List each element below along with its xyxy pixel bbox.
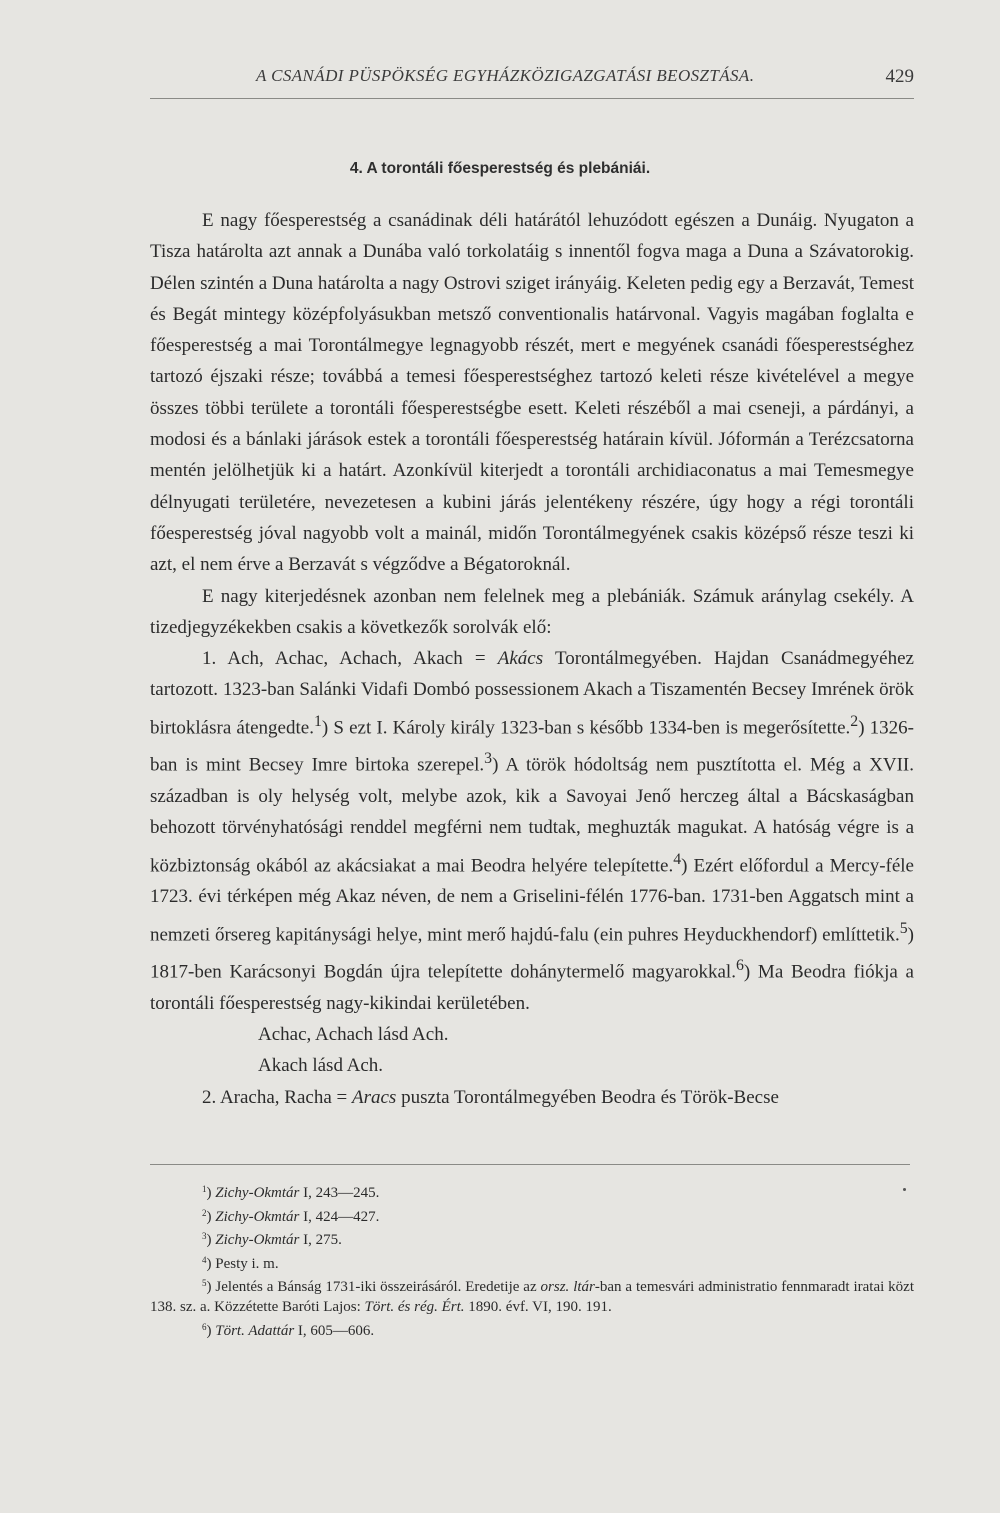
body-text [150,205,914,1113]
footnotes [150,1180,914,1341]
footnote-ref-text: I, 424—427. [299,1208,380,1225]
footnote-text: Jelentés a Bánság 1731-iki összeirásáról. Eredetije az [211,1279,541,1296]
footnote-mark: 2 [202,1207,207,1218]
footnote-source: Zichy-Okmtár [215,1232,300,1249]
footnote-4: $^4$) Pesty i. m. [202,1254,279,1272]
entry-text: ) 1326-ban is mint Becsey Imre birtoka szerepel. [150,717,914,776]
paragraph-intro: E nagy főesperestség a csanádinak déli határától lehuzódott egészen a Dunáig. Nyugaton a Tisza határolta azt annak a Dunába való torkolatáig s innentől fogva maga a Duna a Szávatorokig. Délen szintén a Duna határolta a nagy Ostrovi sziget irányáig. Keleten pedig egy a Berzavát, Temest és Begát mintegy középfolyásukban metsző conventionalis határvonal. Vagyis magában foglalta e főesperestség a mai Torontálmegye legnagyobb részét, mert e megyének csanádi főesperestséghez tartozó éjszaki része; továbbá a temesi főesperestséghez tartozó keleti része kivételével a megye összes többi területe a torontáli főesperestségbe esett. Keleti részéből a mai cseneji, a párdányi, a modosi és a bánlaki járások estek a torontáli főesperestség határain kívül. Jóformán a Terézcsatorna mentén jelölhetjük ki a határt. Azonkívül kiterjedt a torontáli archidiaconatus a mai Temesmegye délnyugati területére, nevezetesen a kubini járás jelentékeny részére, úgy hogy a régi torontáli főesperestség jóval nagyobb volt a mainál, midőn Torontálmegyének csakis középső része teszi ki azt, el nem érve a Berzavát s végződve a Bégatoroknál. [150,210,914,576]
entry-text: Torontálmegyében. Hajdan Csanádmegyéhez tartozott. 1323-ban Salánki Vidafi Dombó possessionem Akach a Tiszamentén Becsey Imrének örök birtoklásra átengedte. [150,648,914,739]
footnote-text: 1890. évf. VI, 190. 191. [464,1298,612,1315]
footnote-source: Tört. Adattár [215,1322,295,1339]
entry-term: Aracs [352,1086,397,1108]
entry-text: ) A török hódoltság nem pusztította el. Még a XVII. században is oly helység volt, melybe azok, kik a Savoyai Jenő herczeg által a Bácskaságban behozott törvényhatósági renddel megférni nem tudtak, meghuzták magukat. A hatóság végre is a közbiztonság okából az akácsiakat a mai Beodra helyére telepítette. [150,754,914,876]
footnote-ref: 4 [673,850,682,868]
footnote-ref: 2 [850,712,859,730]
section-heading: 4. A torontáli főesperestség és plebániái. [349,160,651,177]
cross-reference: Akach lásd Ach. [258,1055,384,1077]
footnote-ref: 6 [735,957,744,975]
footnote-1: $^1$) Zichy-Okmtár I, 243—245. [202,1184,380,1201]
running-header [150,64,914,99]
footnote-mark: 1 [202,1184,207,1194]
entry-text: 2. Aracha, Racha = [202,1086,352,1108]
footnote-ref-text: I, 243—245. [299,1185,380,1201]
footnote-ref: 5 [899,919,908,937]
footnote-source: Zichy-Okmtár [215,1185,300,1201]
entry-text: 1. Ach, Achac, Achach, Akach = [202,648,498,670]
footnote-source: orsz. ltár [540,1279,595,1296]
footnote-mark: 4 [202,1254,207,1265]
footnote-source: Zichy-Okmtár [215,1208,300,1225]
footnote-source: Tört. és rég. Ért. [364,1298,465,1315]
footnote-ref-text: I, 605—606. [294,1322,375,1339]
footnote-text: Pesty i. m. [211,1255,279,1272]
entry-text: puszta Torontálmegyében Beodra és Török-Becse [396,1086,779,1108]
entry-text: ) Ezért előfordul a Mercy-féle 1723. évi térképen még Akaz néven, de nem a Griselini-félén 1776-ban. 1731-ben Aggatsch mint a nemzeti őrsereg kapitánysági helye, mint merő hajdú-falu (ein puhres Heyduckhendorf) említtetik. [150,854,914,945]
footnote-3: $^3$) Zichy-Okmtár I, 275. [202,1231,342,1249]
footnote-ref-text: I, 275. [299,1232,342,1249]
footnote-ref: 3 [484,750,493,768]
entry-text: ) 1817-ben Karácsonyi Bogdán újra telepítette dohánytermelő magyarokkal. [150,923,914,983]
footnote-mark: 3 [202,1231,207,1242]
footnote-mark: 5 [202,1278,207,1289]
entry-aracs [150,1082,914,1113]
page-number: 429 [885,66,914,87]
footnote-2: $^2$) Zichy-Okmtár I, 424—427. [202,1207,380,1225]
cross-reference: Achac, Achach lásd Ach. [258,1024,449,1046]
entry-text: ) S ezt I. Károly király 1323-ban s később 1334-ben is megerősítette. [321,717,851,739]
entry-akacs [150,643,914,1019]
footnote-ref: 1 [313,712,322,730]
entry-text: ) Ma Beodra fiókja a torontáli főesperestség nagy-kikindai kerületében. [150,961,914,1014]
footnote-6: $^6$) Tört. Adattár I, 605—606. [202,1321,375,1339]
entry-term: Akács [497,648,544,670]
footnote-5: $^5$) Jelentés a Bánság 1731-iki összeirásáról. Eredetije az orsz. ltár-ban a temesvári administratio fennmaradt iratai közt 138. sz. a. Közzétette Baróti Lajos: Tört. és rég. Ért. 1890. évf. VI, 190. 191. [150,1278,915,1315]
footnote-divider [150,1164,910,1165]
paragraph-parishes: E nagy kiterjedésnek azonban nem felelnek meg a plebániák. Számuk aránylag csekély. A tizedjegyzékekben csakis a következők sorolvák elő: [150,585,914,638]
running-title: A CSANÁDI PÜSPÖKSÉG EGYHÁZKÖZIGAZGATÁSI BEOSZTÁSA. [256,66,755,85]
footnote-mark: 6 [202,1321,207,1332]
footnote-text: -ban a temesvári administratio fennmaradt iratai közt 138. sz. a. Közzétette Baróti Lajos: [150,1279,915,1315]
